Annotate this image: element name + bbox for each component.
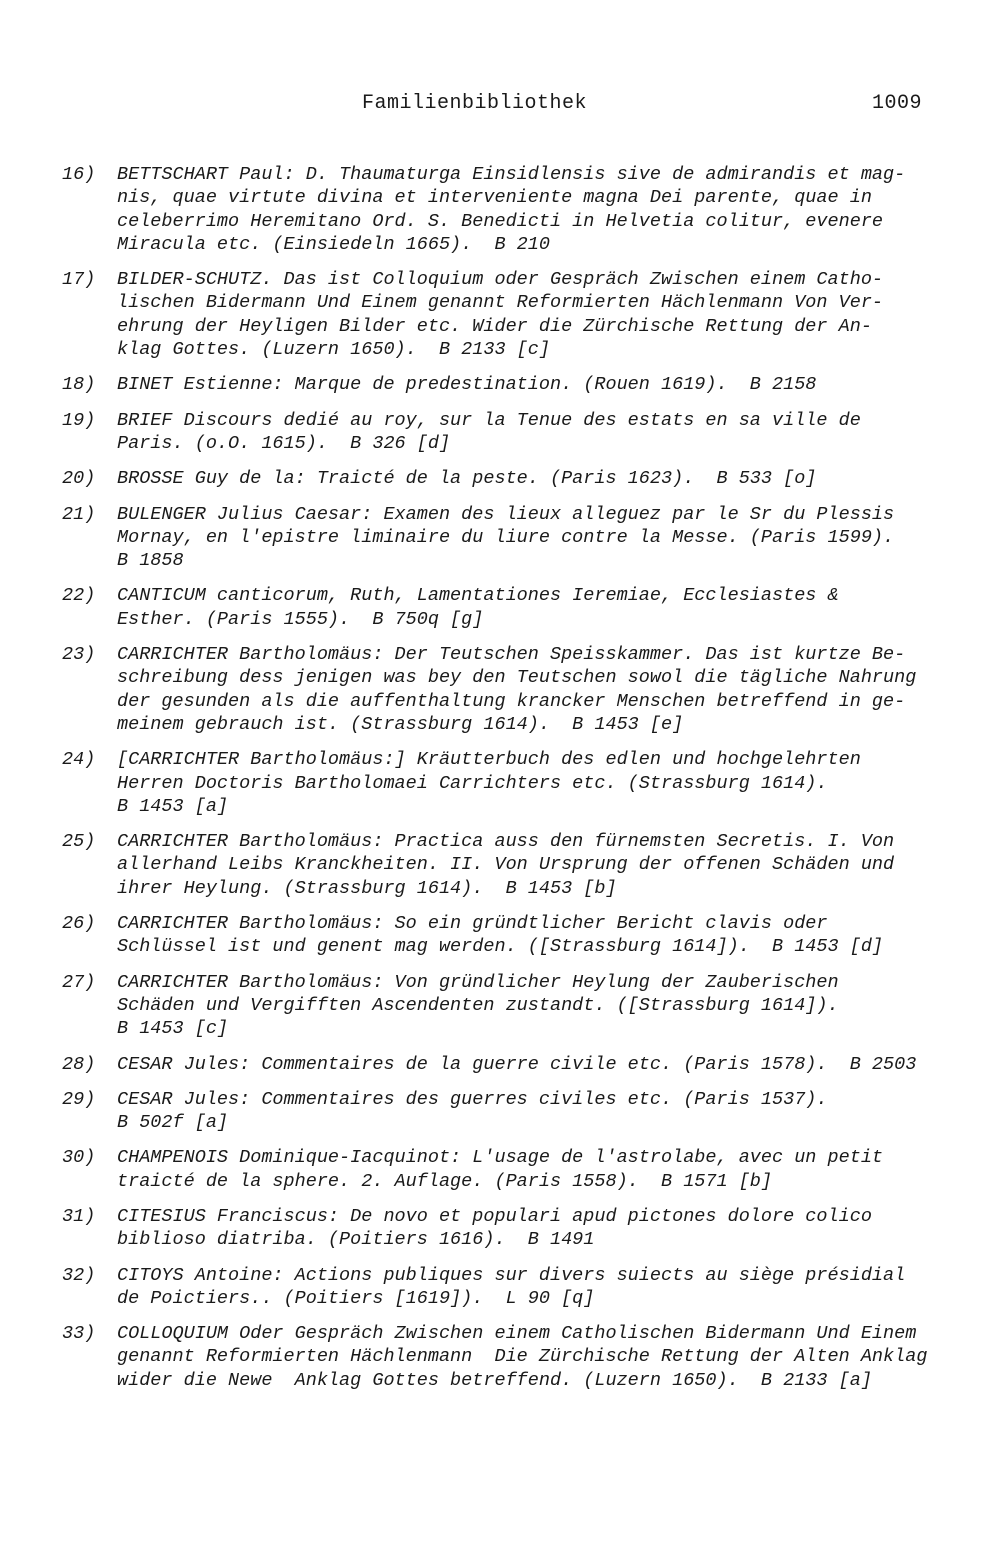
- entry-line: CANTICUM canticorum, Ruth, Lamentationes Ieremiae, Ecclesiastes &: [117, 585, 839, 607]
- entry-line: Schlüssel ist und genent mag werden. ([Strassburg 1614]). B 1453 [d]: [117, 936, 884, 958]
- entry-line: CARRICHTER Bartholomäus: So ein gründtlicher Bericht clavis oder: [117, 913, 828, 935]
- bibliography-entry: [0, 830, 1000, 900]
- entry-number: 20): [62, 468, 96, 490]
- entry-text: [117, 1322, 947, 1392]
- entry-line: CITOYS Antoine: Actions publiques sur divers suiects au siège présidial: [117, 1264, 906, 1286]
- entry-number: 28): [62, 1053, 96, 1075]
- bibliography-entry: [0, 1205, 1000, 1252]
- entry-line: nis, quae virtute divina et interveniente magna Dei parente, quae in: [117, 187, 872, 209]
- entry-number: 21): [62, 503, 96, 525]
- entry-line: biblioso diatriba. (Poitiers 1616). B 1491: [117, 1229, 595, 1251]
- entry-line: BETTSCHART Paul: D. Thaumaturga Einsidlensis sive de admirandis et mag-: [117, 164, 906, 185]
- bibliography-entry: [0, 584, 1000, 631]
- entry-text: [117, 1053, 947, 1076]
- entry-text: [117, 584, 947, 631]
- bibliography-entry: [0, 971, 1000, 1041]
- bibliography-entry: [0, 643, 1000, 736]
- bibliography-entry: [0, 467, 1000, 490]
- bibliography-entry: [0, 748, 1000, 818]
- entry-line: Miracula etc. (Einsiedeln 1665). B 210: [117, 233, 550, 255]
- entry-number: 25): [62, 831, 96, 853]
- entry-line: BULENGER Julius Caesar: Examen des lieux alleguez par le Sr du Plessis: [117, 503, 895, 525]
- entry-line: CARRICHTER Bartholomäus: Von gründlicher Heylung der Zauberischen: [117, 971, 839, 993]
- entry-number: 33): [62, 1323, 96, 1345]
- entry-text: [117, 643, 947, 736]
- entry-line: Mornay, en l'epistre liminaire du liure contre la Messe. (Paris 1599).: [117, 526, 895, 548]
- entry-line: BILDER-SCHUTZ. Das ist Colloquium oder Gespräch Zwischen einem Catho-: [117, 269, 884, 291]
- entry-number: 32): [62, 1264, 96, 1286]
- entry-text: [117, 409, 947, 456]
- entry-line: B 1453 [a]: [117, 795, 229, 817]
- entry-text: [117, 163, 947, 256]
- entry-line: wider die Newe Anklag Gottes betreffend. (Luzern 1650). B 2133 [a]: [117, 1369, 872, 1391]
- entry-text: [117, 748, 947, 818]
- entry-text: [117, 1205, 947, 1252]
- entry-line: Herren Doctoris Bartholomaei Carrichters etc. (Strassburg 1614).: [117, 772, 828, 794]
- entry-number: 17): [62, 269, 96, 291]
- entry-line: BINET Estienne: Marque de predestination. (Rouen 1619). B 2158: [117, 374, 817, 396]
- entry-line: Schäden und Vergifften Ascendenten zustandt. ([Strassburg 1614]).: [117, 994, 839, 1016]
- entry-text: [117, 1264, 947, 1311]
- entry-number: 22): [62, 585, 96, 607]
- bibliography-entry: [0, 1322, 1000, 1392]
- entry-line: CESAR Jules: Commentaires des guerres civiles etc. (Paris 1537).: [117, 1088, 828, 1110]
- bibliography-entry: [0, 1088, 1000, 1135]
- entry-number: 18): [62, 374, 96, 396]
- bibliography-entry: [0, 912, 1000, 959]
- entry-text: [117, 971, 947, 1041]
- entry-number: 26): [62, 913, 96, 935]
- entry-number: 24): [62, 749, 96, 771]
- bibliography-entry: [0, 409, 1000, 456]
- entry-line: CHAMPENOIS Dominique-Iacquinot: L'usage de l'astrolabe, avec un petit: [117, 1147, 884, 1169]
- entry-number: 29): [62, 1088, 96, 1110]
- entry-line: allerhand Leibs Kranckheiten. II. Von Ursprung der offenen Schäden und: [117, 854, 895, 876]
- entry-line: B 1858: [117, 550, 184, 572]
- entry-line: traicté de la sphere. 2. Auflage. (Paris 1558). B 1571 [b]: [117, 1170, 773, 1192]
- entry-line: CITESIUS Franciscus: De novo et populari apud pictones dolore colico: [117, 1205, 872, 1227]
- bibliography-entry: [0, 503, 1000, 573]
- entry-line: de Poictiers.. (Poitiers [1619]). L 90 [q]: [117, 1287, 595, 1309]
- bibliography-entry: [0, 268, 1000, 361]
- entry-line: CARRICHTER Bartholomäus: Der Teutschen Speisskammer. Das ist kurtze Be-: [117, 644, 906, 666]
- entry-number: 31): [62, 1205, 96, 1227]
- entry-number: 16): [62, 164, 96, 185]
- entry-number: 30): [62, 1147, 96, 1169]
- entry-text: [117, 503, 947, 573]
- bibliography-list: [0, 163, 1000, 1404]
- entry-line: celeberrimo Heremitano Ord. S. Benedicti in Helvetia colitur, evenere: [117, 210, 884, 232]
- entry-line: B 502f [a]: [117, 1112, 229, 1134]
- bibliography-entry: [0, 1053, 1000, 1076]
- entry-number: 19): [62, 409, 96, 431]
- entry-text: [117, 830, 947, 900]
- entry-text: [117, 1088, 947, 1135]
- entry-line: der gesunden als die auffenthaltung krancker Menschen betreffend in ge-: [117, 690, 906, 712]
- entry-line: klag Gottes. (Luzern 1650). B 2133 [c]: [117, 339, 550, 361]
- page-number: 1009: [871, 92, 922, 115]
- entry-line: ehrung der Heyligen Bilder etc. Wider die Zürchische Rettung der An-: [117, 315, 872, 337]
- entry-line: B 1453 [c]: [117, 1018, 229, 1040]
- entry-line: schreibung dess jenigen was bey den Teutschen sowol die tägliche Nahrung: [117, 667, 917, 689]
- bibliography-entry: [0, 163, 1000, 256]
- bibliography-entry: [0, 1264, 1000, 1311]
- entry-line: CESAR Jules: Commentaires de la guerre civile etc. (Paris 1578). B 2503: [117, 1053, 917, 1075]
- entry-line: COLLOQUIUM Oder Gespräch Zwischen einem Catholischen Bidermann Und Einem: [117, 1323, 917, 1345]
- page-title: Familienbibliothek: [362, 92, 588, 115]
- bibliography-entry: [0, 1146, 1000, 1193]
- entry-text: [117, 1146, 947, 1193]
- entry-line: BRIEF Discours dedié au roy, sur la Tenue des estats en sa ville de: [117, 409, 861, 431]
- entry-line: meinem gebrauch ist. (Strassburg 1614). B 1453 [e]: [117, 713, 684, 735]
- entry-line: ihrer Heylung. (Strassburg 1614). B 1453 [b]: [117, 877, 617, 899]
- entry-line: CARRICHTER Bartholomäus: Practica auss den fürnemsten Secretis. I. Von: [117, 831, 895, 853]
- page-header: [0, 92, 1000, 116]
- bibliography-entry: [0, 373, 1000, 396]
- entry-line: BROSSE Guy de la: Traicté de la peste. (Paris 1623). B 533 [o]: [117, 468, 817, 490]
- entry-text: [117, 268, 947, 361]
- entry-number: 27): [62, 971, 96, 993]
- entry-line: [CARRICHTER Bartholomäus:] Kräutterbuch des edlen und hochgelehrten: [117, 749, 861, 771]
- entry-text: [117, 912, 947, 959]
- entry-line: lischen Bidermann Und Einem genannt Reformierten Hächlenmann Von Ver-: [117, 292, 884, 314]
- entry-line: genannt Reformierten Hächlenmann Die Zürchische Rettung der Alten Anklag: [117, 1346, 928, 1368]
- entry-number: 23): [62, 644, 96, 666]
- entry-line: Esther. (Paris 1555). B 750q [g]: [117, 608, 484, 630]
- entry-text: [117, 467, 947, 490]
- entry-text: [117, 373, 947, 396]
- entry-line: Paris. (o.O. 1615). B 326 [d]: [117, 432, 451, 454]
